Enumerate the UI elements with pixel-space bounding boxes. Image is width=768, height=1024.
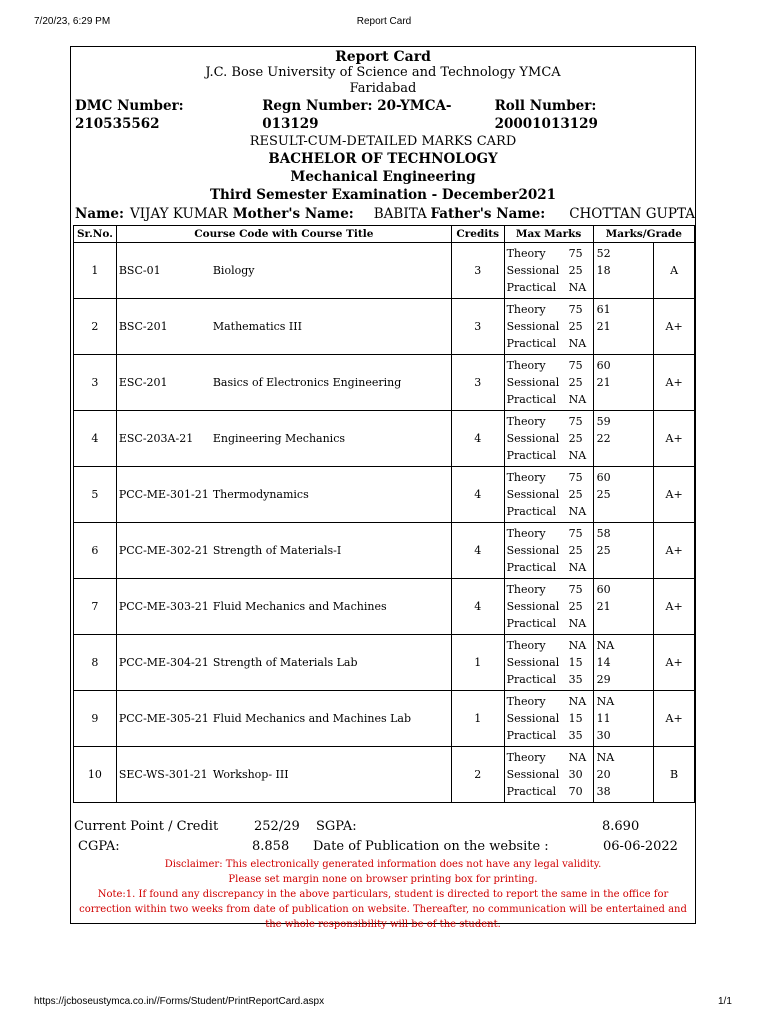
table-row xyxy=(74,747,695,803)
obtained-mark: 25 xyxy=(596,544,611,557)
marks-table xyxy=(73,225,695,803)
table-header-row xyxy=(74,226,695,243)
max-marks-cell xyxy=(504,691,593,747)
grade: A xyxy=(654,243,695,299)
obtained-mark xyxy=(594,279,654,296)
component-label: Practical xyxy=(506,617,557,630)
header-credits: Credits xyxy=(451,226,504,243)
obtained-mark xyxy=(594,391,654,408)
course-cell xyxy=(116,467,451,523)
course-code: PCC-ME-303-21 xyxy=(118,600,209,613)
obtained-mark: 61 xyxy=(596,303,611,316)
sr-no: 1 xyxy=(74,243,117,299)
obtained-mark: 25 xyxy=(596,488,611,501)
max-mark: NA xyxy=(568,505,587,518)
father-name: CHOTTAN GUPTA xyxy=(569,206,695,222)
course-cell xyxy=(116,355,451,411)
max-mark: 30 xyxy=(568,768,583,781)
table-row xyxy=(74,411,695,467)
max-marks-cell xyxy=(504,523,593,579)
max-mark: NA xyxy=(568,561,587,574)
course-cell xyxy=(116,579,451,635)
course-title: Fluid Mechanics and Machines Lab xyxy=(212,712,412,725)
marks-cell xyxy=(593,579,654,635)
component-label: Theory xyxy=(506,359,546,372)
obtained-mark: NA xyxy=(596,695,615,708)
student-name: VIJAY KUMAR xyxy=(129,206,228,222)
cgpa-label: CGPA: xyxy=(78,839,120,854)
course-code: PCC-ME-304-21 xyxy=(118,656,209,669)
regn-number: Regn Number: 20-YMCA-013129 xyxy=(262,98,452,132)
course-code: PCC-ME-301-21 xyxy=(118,488,209,501)
roll-number: Roll Number: 20001013129 xyxy=(494,98,598,132)
grade: A+ xyxy=(654,411,695,467)
marks-cell xyxy=(593,691,654,747)
component-label: Practical xyxy=(506,393,557,406)
course-title: Engineering Mechanics xyxy=(212,432,346,445)
max-marks-cell xyxy=(504,355,593,411)
disclaimer-line-1: Disclaimer: This electronically generated information does not have any legal validity. xyxy=(164,859,602,870)
max-mark: 75 xyxy=(568,527,583,540)
max-mark: 25 xyxy=(568,376,583,389)
course-cell xyxy=(116,411,451,467)
student-names-row xyxy=(71,205,695,223)
degree: BACHELOR OF TECHNOLOGY xyxy=(268,151,498,167)
max-mark: 70 xyxy=(568,785,583,798)
obtained-mark: 60 xyxy=(596,583,611,596)
course-title: Workshop- III xyxy=(212,768,289,781)
component-label: Theory xyxy=(506,583,546,596)
component-label: Practical xyxy=(506,729,557,742)
university-city: Faridabad xyxy=(349,81,417,96)
table-row xyxy=(74,579,695,635)
result-summary xyxy=(71,817,695,857)
obtained-mark: 20 xyxy=(596,768,611,781)
grade: A+ xyxy=(654,523,695,579)
max-mark: NA xyxy=(568,617,587,630)
obtained-mark xyxy=(594,559,654,576)
max-mark: 25 xyxy=(568,544,583,557)
max-mark: 25 xyxy=(568,488,583,501)
sr-no: 10 xyxy=(74,747,117,803)
obtained-mark: 21 xyxy=(596,320,611,333)
sr-no: 9 xyxy=(74,691,117,747)
max-mark: 35 xyxy=(568,673,583,686)
obtained-mark: 58 xyxy=(596,527,611,540)
obtained-mark: 30 xyxy=(596,729,611,742)
max-mark: NA xyxy=(568,449,587,462)
max-mark: 25 xyxy=(568,264,583,277)
max-mark: NA xyxy=(568,393,587,406)
course-title: Basics of Electronics Engineering xyxy=(212,376,402,389)
marks-cell xyxy=(593,635,654,691)
component-label: Theory xyxy=(506,471,546,484)
component-label: Practical xyxy=(506,281,557,294)
credits: 4 xyxy=(451,467,504,523)
sgpa-label: SGPA: xyxy=(316,819,357,834)
max-marks-cell xyxy=(504,299,593,355)
obtained-mark: 60 xyxy=(596,359,611,372)
disclaimer-line-2: Please set margin none on browser printing box for printing. xyxy=(228,874,538,885)
course-code: PCC-ME-305-21 xyxy=(118,712,209,725)
obtained-mark: 60 xyxy=(596,471,611,484)
obtained-mark: NA xyxy=(596,751,615,764)
disclaimer xyxy=(71,857,695,932)
current-point-value: 252/29 xyxy=(254,819,300,834)
table-row xyxy=(74,635,695,691)
max-marks-cell xyxy=(504,467,593,523)
print-page-number: 1/1 xyxy=(718,996,732,1007)
obtained-mark: 11 xyxy=(596,712,611,725)
component-label: Sessional xyxy=(506,432,560,445)
credits: 3 xyxy=(451,243,504,299)
marks-cell xyxy=(593,747,654,803)
max-mark: 25 xyxy=(568,432,583,445)
component-label: Sessional xyxy=(506,544,560,557)
marks-cell xyxy=(593,523,654,579)
credits: 1 xyxy=(451,691,504,747)
component-label: Sessional xyxy=(506,768,560,781)
university-name: J.C. Bose University of Science and Technology YMCA xyxy=(205,65,561,80)
marks-cell xyxy=(593,355,654,411)
max-mark: 75 xyxy=(568,247,583,260)
course-code: ESC-201 xyxy=(118,376,168,389)
obtained-mark xyxy=(594,503,654,520)
report-card xyxy=(70,46,696,930)
course-title: Strength of Materials-I xyxy=(212,544,342,557)
obtained-mark: 22 xyxy=(596,432,611,445)
course-cell xyxy=(116,691,451,747)
mother-name: BABITA xyxy=(373,206,427,222)
component-label: Theory xyxy=(506,639,546,652)
component-label: Practical xyxy=(506,785,557,798)
table-row xyxy=(74,691,695,747)
obtained-mark: 21 xyxy=(596,376,611,389)
id-numbers-row xyxy=(71,97,695,133)
max-mark: NA xyxy=(568,337,587,350)
course-code: BSC-201 xyxy=(118,320,168,333)
max-mark: 75 xyxy=(568,303,583,316)
header-course: Course Code with Course Title xyxy=(116,226,451,243)
report-title: Report Card xyxy=(335,49,431,65)
branch: Mechanical Engineering xyxy=(290,169,476,185)
max-marks-cell xyxy=(504,411,593,467)
grade: A+ xyxy=(654,467,695,523)
credits: 1 xyxy=(451,635,504,691)
obtained-mark: NA xyxy=(596,639,615,652)
table-row xyxy=(74,523,695,579)
obtained-mark: 29 xyxy=(596,673,611,686)
max-mark: 35 xyxy=(568,729,583,742)
max-mark: 25 xyxy=(568,600,583,613)
credits: 3 xyxy=(451,355,504,411)
component-label: Theory xyxy=(506,751,546,764)
component-label: Practical xyxy=(506,337,557,350)
course-code: ESC-203A-21 xyxy=(118,432,194,445)
dmc-number: DMC Number: 210535562 xyxy=(75,98,184,132)
course-code: BSC-01 xyxy=(118,264,161,277)
component-label: Theory xyxy=(506,303,546,316)
course-code: PCC-ME-302-21 xyxy=(118,544,209,557)
mother-label: Mother's Name: xyxy=(232,206,354,222)
sr-no: 4 xyxy=(74,411,117,467)
course-title: Strength of Materials Lab xyxy=(212,656,358,669)
grade: A+ xyxy=(654,635,695,691)
grade: A+ xyxy=(654,691,695,747)
max-mark: NA xyxy=(568,639,587,652)
header-srno: Sr.No. xyxy=(74,226,117,243)
table-row xyxy=(74,299,695,355)
obtained-mark: 14 xyxy=(596,656,611,669)
card-type: RESULT-CUM-DETAILED MARKS CARD xyxy=(249,134,517,149)
table-row xyxy=(74,243,695,299)
sr-no: 3 xyxy=(74,355,117,411)
obtained-mark: 21 xyxy=(596,600,611,613)
component-label: Practical xyxy=(506,449,557,462)
max-marks-cell xyxy=(504,579,593,635)
course-title: Thermodynamics xyxy=(212,488,309,501)
max-mark: 25 xyxy=(568,320,583,333)
grade: A+ xyxy=(654,579,695,635)
credits: 4 xyxy=(451,579,504,635)
max-mark: 75 xyxy=(568,471,583,484)
max-mark: NA xyxy=(568,751,587,764)
cgpa-value: 8.858 xyxy=(252,839,290,854)
max-mark: 75 xyxy=(568,583,583,596)
print-url: https://jcboseustymca.co.in//Forms/Student/PrintReportCard.aspx xyxy=(34,996,325,1007)
name-label: Name: xyxy=(75,206,124,222)
max-mark: 75 xyxy=(568,359,583,372)
obtained-mark xyxy=(594,447,654,464)
grade: A+ xyxy=(654,299,695,355)
course-title: Mathematics III xyxy=(212,320,302,333)
sr-no: 7 xyxy=(74,579,117,635)
credits: 4 xyxy=(451,411,504,467)
credits: 4 xyxy=(451,523,504,579)
disclaimer-note: Note:1. If found any discrepancy in the above particulars, student is directed to report the same in the office for correction within two weeks from date of publication on website. Thereafter, no communication will be entertained and the whole responsibility will be of the student. xyxy=(79,889,687,930)
exam-title: Third Semester Examination - December2021 xyxy=(209,187,557,203)
max-mark: 15 xyxy=(568,656,583,669)
course-cell xyxy=(116,747,451,803)
obtained-mark: 59 xyxy=(596,415,611,428)
obtained-mark: 52 xyxy=(596,247,611,260)
table-row xyxy=(74,355,695,411)
marks-cell xyxy=(593,299,654,355)
header-marks-grade: Marks/Grade xyxy=(593,226,694,243)
max-marks-cell xyxy=(504,635,593,691)
credits: 2 xyxy=(451,747,504,803)
father-label: Father's Name: xyxy=(430,206,546,222)
marks-cell xyxy=(593,467,654,523)
current-point-label: Current Point / Credit xyxy=(74,819,219,834)
obtained-mark xyxy=(594,335,654,352)
max-mark: NA xyxy=(568,281,587,294)
publication-label: Date of Publication on the website : xyxy=(313,839,549,854)
component-label: Theory xyxy=(506,695,546,708)
print-datetime: 7/20/23, 6:29 PM xyxy=(34,16,111,27)
sgpa-value: 8.690 xyxy=(602,819,640,834)
component-label: Practical xyxy=(506,673,557,686)
obtained-mark: 38 xyxy=(596,785,611,798)
component-label: Sessional xyxy=(506,600,560,613)
course-code: SEC-WS-301-21 xyxy=(118,768,208,781)
marks-cell xyxy=(593,243,654,299)
component-label: Theory xyxy=(506,247,546,260)
component-label: Theory xyxy=(506,527,546,540)
marks-cell xyxy=(593,411,654,467)
component-label: Theory xyxy=(506,415,546,428)
component-label: Sessional xyxy=(506,712,560,725)
sr-no: 2 xyxy=(74,299,117,355)
component-label: Sessional xyxy=(506,656,560,669)
max-marks-cell xyxy=(504,747,593,803)
course-cell xyxy=(116,243,451,299)
max-marks-cell xyxy=(504,243,593,299)
course-cell xyxy=(116,635,451,691)
max-mark: 75 xyxy=(568,415,583,428)
component-label: Sessional xyxy=(506,488,560,501)
component-label: Practical xyxy=(506,561,557,574)
course-cell xyxy=(116,299,451,355)
obtained-mark xyxy=(594,615,654,632)
table-row xyxy=(74,467,695,523)
component-label: Practical xyxy=(506,505,557,518)
component-label: Sessional xyxy=(506,376,560,389)
grade: A+ xyxy=(654,355,695,411)
sr-no: 6 xyxy=(74,523,117,579)
course-title: Fluid Mechanics and Machines xyxy=(212,600,387,613)
credits: 3 xyxy=(451,299,504,355)
max-mark: 15 xyxy=(568,712,583,725)
component-label: Sessional xyxy=(506,320,560,333)
course-cell xyxy=(116,523,451,579)
max-mark: NA xyxy=(568,695,587,708)
header-max-marks: Max Marks xyxy=(504,226,593,243)
component-label: Sessional xyxy=(506,264,560,277)
sr-no: 5 xyxy=(74,467,117,523)
course-title: Biology xyxy=(212,264,255,277)
sr-no: 8 xyxy=(74,635,117,691)
obtained-mark: 18 xyxy=(596,264,611,277)
grade: B xyxy=(654,747,695,803)
publication-date: 06-06-2022 xyxy=(603,839,678,854)
print-page-title: Report Card xyxy=(356,16,412,27)
